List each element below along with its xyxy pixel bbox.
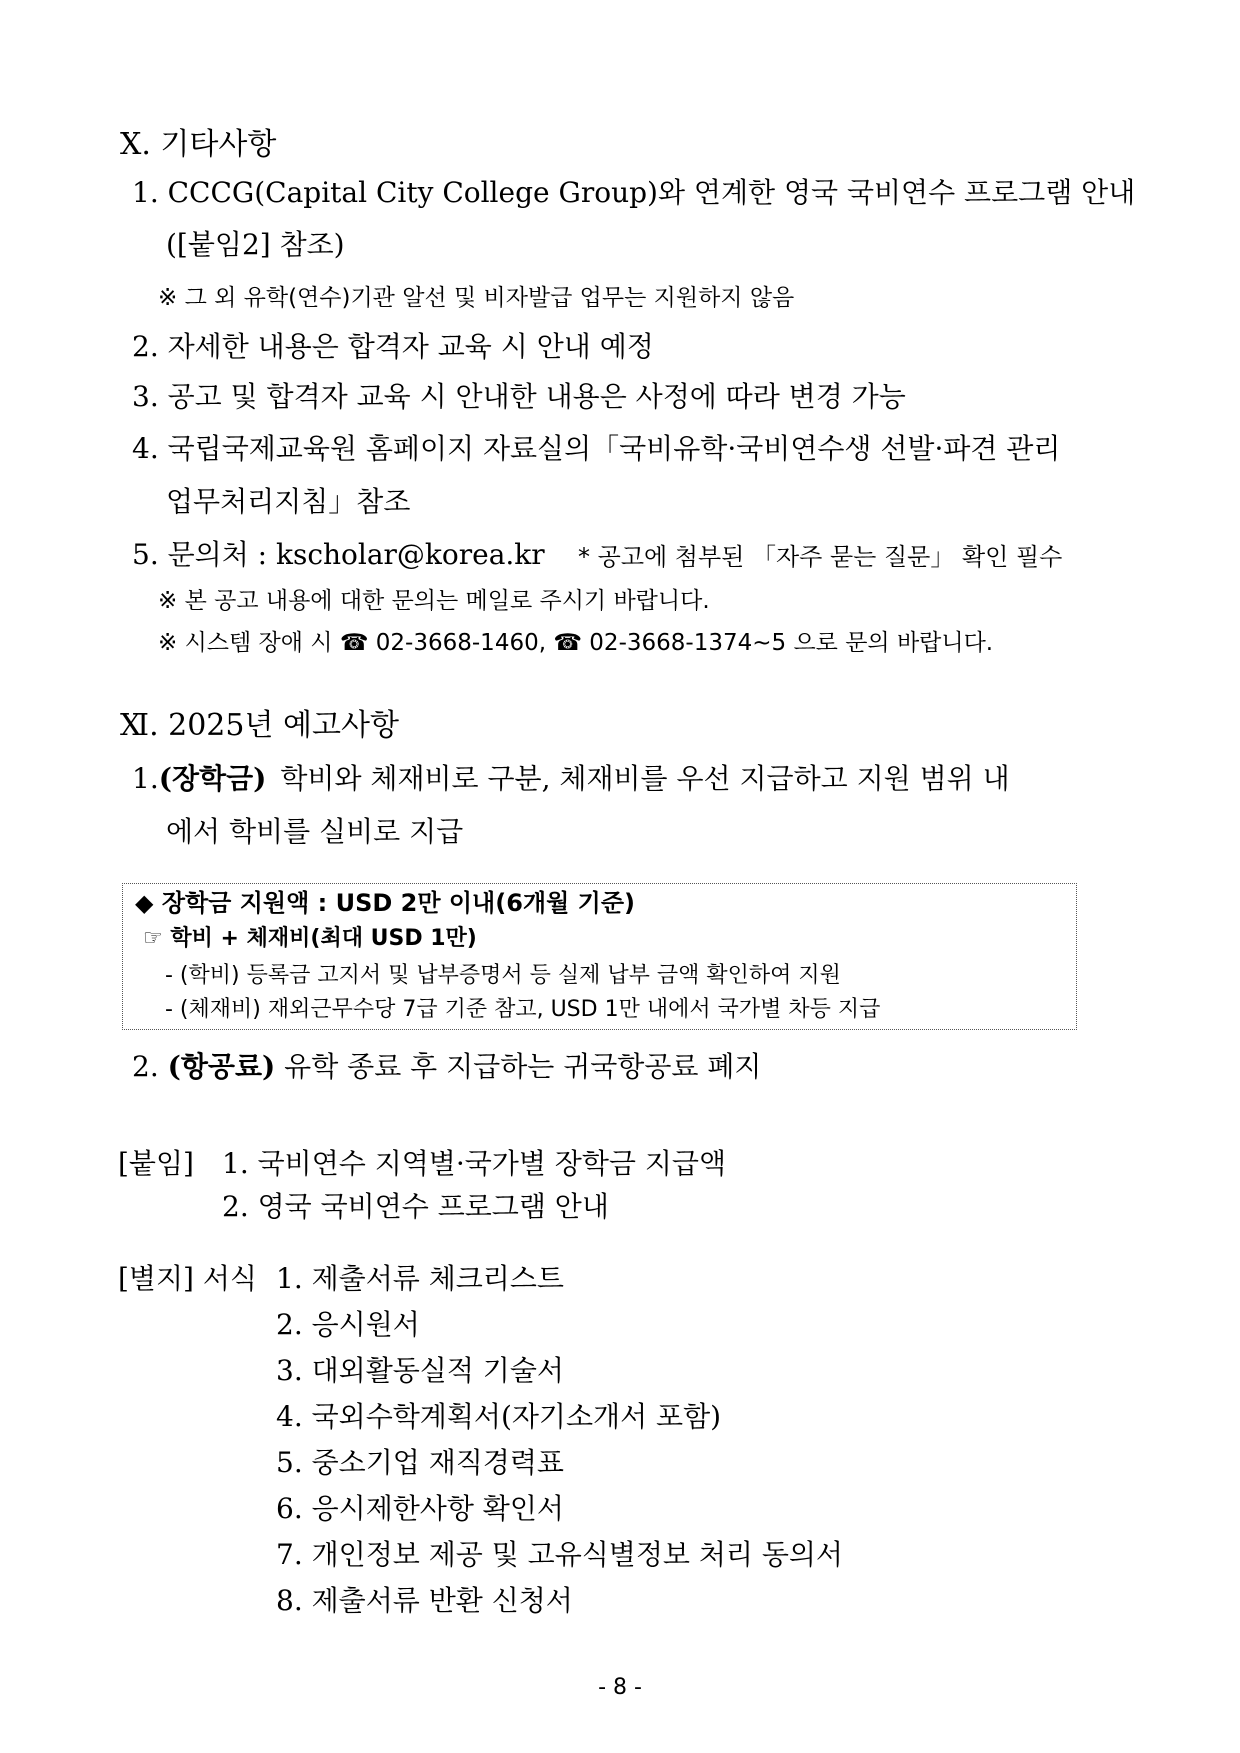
section-11-item-1-line-2: 에서 학비를 실비로 지급 (166, 815, 464, 848)
forms-label: [별지] 서식 (118, 1262, 257, 1295)
section-11-item-2-number: 2. (132, 1050, 159, 1083)
section-10-item-2: 2. 자세한 내용은 합격자 교육 시 안내 예정 (132, 330, 654, 363)
section-10-item-5-faq: * 공고에 첨부된 「자주 묻는 질문」 확인 필수 (578, 543, 1063, 571)
form-item-4: 4. 국외수학계획서(자기소개서 포함) (276, 1400, 722, 1433)
box-composition-line: ☞ 학비 + 체재비(최대 USD 1만) (143, 926, 477, 951)
section-11-item-1-line-1 (132, 762, 1110, 796)
scholarship-amount-box (122, 883, 1077, 1030)
section-10-item-1-note: ※ 그 외 유학(연수)기관 알선 및 비자발급 업무는 지원하지 않음 (158, 285, 795, 311)
section-11-item-1-tag: (장학금) (158, 762, 267, 795)
form-item-5: 5. 중소기업 재직경력표 (276, 1446, 564, 1479)
form-item-8: 8. 제출서류 반환 신청서 (276, 1584, 573, 1617)
section-10-item-5-note-phone: ※ 시스템 장애 시 ☎ 02-3668-1460, ☎ 02-3668-1374~5 으로 문의 바랍니다. (158, 630, 994, 656)
section-10-heading: Ⅹ. 기타사항 (120, 127, 277, 162)
form-item-3: 3. 대외활동실적 기술서 (276, 1354, 564, 1387)
form-item-7: 7. 개인정보 제공 및 고유식별정보 처리 동의서 (276, 1538, 843, 1571)
section-10-item-4-line-2: 업무처리지침」참조 (166, 485, 411, 518)
form-item-2: 2. 응시원서 (276, 1308, 420, 1341)
box-amount-line: ◆ 장학금 지원액 : USD 2만 이내(6개월 기준) (135, 889, 635, 917)
form-item-1: 1. 제출서류 체크리스트 (276, 1262, 564, 1295)
attachment-item-2: 2. 영국 국비연수 프로그램 안내 (222, 1190, 609, 1223)
section-11-item-2-tag: (항공료) (167, 1050, 276, 1083)
attachments-label: [붙임] (118, 1147, 194, 1180)
box-tuition-line: - (학비) 등록금 고지서 및 납부증명서 등 실제 납부 금액 확인하여 지원 (165, 963, 841, 988)
section-10-item-1-line-2: ([붙임2] 참조) (166, 228, 345, 261)
section-10-item-3: 3. 공고 및 합격자 교육 시 안내한 내용은 사정에 따라 변경 가능 (132, 380, 906, 413)
section-11-item-2-text: 유학 종료 후 지급하는 귀국항공료 폐지 (284, 1050, 762, 1083)
section-11-item-2 (132, 1050, 761, 1084)
section-10-item-1-line-1: 1. CCCG(Capital City College Group)와 연계한 영국 국비연수 프로그램 안내 (132, 176, 1136, 209)
section-11-item-1-text: 학비와 체재비로 구분, 체재비를 우선 지급하고 지원 범위 내 (280, 762, 1010, 795)
box-living-line: - (체재비) 재외근무수당 7급 기준 참고, USD 1만 내에서 국가별 차등 지급 (165, 997, 881, 1022)
section-10-item-5-contact: 5. 문의처 : kscholar@korea.kr (132, 538, 545, 571)
page-number: - 8 - (598, 1675, 642, 1700)
section-10-item-4-line-1: 4. 국립국제교육원 홈페이지 자료실의「국비유학·국비연수생 선발·파견 관리 (132, 432, 1061, 465)
attachment-item-1: 1. 국비연수 지역별·국가별 장학금 지급액 (222, 1147, 726, 1180)
section-11-heading: Ⅺ. 2025년 예고사항 (120, 708, 399, 743)
section-10-item-5-note-email: ※ 본 공고 내용에 대한 문의는 메일로 주시기 바랍니다. (158, 588, 710, 614)
section-11-item-1-number: 1. (132, 762, 159, 795)
form-item-6: 6. 응시제한사항 확인서 (276, 1492, 564, 1525)
